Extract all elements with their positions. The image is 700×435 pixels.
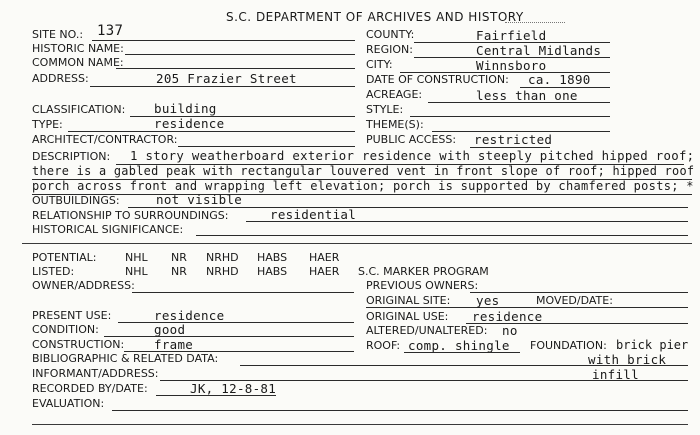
owner-address-label: OWNER/ADDRESS: — [32, 279, 135, 292]
potential-code-habs: HABS — [257, 251, 288, 264]
marker-program-label: S.C. MARKER PROGRAM — [358, 265, 489, 278]
acreage-line — [428, 102, 610, 103]
address-line — [90, 86, 355, 87]
altered-unaltered-value: no — [502, 323, 518, 338]
recorded-by-line — [156, 395, 276, 396]
previous-owners-label: PREVIOUS OWNERS: — [366, 279, 479, 292]
themes-label: THEME(S): — [366, 118, 424, 131]
county-value: Fairfield — [476, 28, 547, 43]
listed-code-habs: HABS — [257, 265, 288, 278]
date-of-construction-value: ca. 1890 — [528, 72, 591, 87]
site-no-value: 137 — [97, 23, 124, 39]
previous-owners-line-2 — [366, 307, 688, 308]
historic-name-label: HISTORIC NAME: — [32, 42, 124, 55]
original-use-value: residence — [472, 309, 543, 324]
architect-label: ARCHITECT/CONTRACTOR: — [32, 133, 178, 146]
bibliographic-label: BIBLIOGRAPHIC & RELATED DATA: — [32, 352, 219, 365]
historical-significance-label: HISTORICAL SIGNIFICANCE: — [32, 223, 184, 236]
listed-code-nrhd: NRHD — [206, 265, 239, 278]
listed-code-nhl: NHL — [125, 265, 148, 278]
condition-line — [104, 336, 354, 337]
common-name-line — [116, 68, 355, 69]
region-value: Central Midlands — [476, 43, 602, 58]
original-site-value: yes — [476, 293, 500, 308]
classification-value: building — [154, 101, 217, 116]
roof-value: comp. shingle — [408, 338, 510, 353]
potential-label: POTENTIAL: — [32, 251, 97, 264]
foundation-value-3: infill — [592, 367, 639, 382]
public-access-label: PUBLIC ACCESS: — [366, 133, 457, 146]
relationship-line — [246, 221, 688, 222]
description-line-3: porch across front and wrapping left elevation; porch is supported by chamfered posts; * — [32, 178, 694, 193]
bibliographic-line — [240, 365, 688, 366]
outbuildings-value: not visible — [156, 192, 243, 207]
roof-label: ROOF: — [366, 339, 401, 352]
foundation-value-1: brick pier — [616, 338, 689, 352]
listed-label: LISTED: — [32, 265, 75, 278]
recorded-by-label: RECORDED BY/DATE: — [32, 382, 148, 395]
county-label: COUNTY: — [366, 28, 415, 41]
original-use-label: ORIGINAL USE: — [366, 310, 449, 323]
potential-code-nhl: NHL — [125, 251, 148, 264]
evaluation-label: EVALUATION: — [32, 397, 105, 410]
description-line-1: 1 story weatherboard exterior residence with steeply pitched hipped roof; — [130, 148, 695, 163]
listed-code-nr: NR — [171, 265, 187, 278]
potential-code-nr: NR — [171, 251, 187, 264]
foundation-label: FOUNDATION: — [530, 339, 607, 352]
address-label: ADDRESS: — [32, 72, 89, 85]
common-name-label: COMMON NAME: — [32, 56, 124, 69]
owner-address-line — [132, 292, 354, 293]
relationship-value: residential — [270, 207, 357, 222]
foundation-value-2: with brick — [588, 352, 667, 367]
historic-name-line — [125, 54, 355, 55]
description-line-2: there is a gabled peak with rectangular louvered vent in front slope of roof; hipped roof — [32, 163, 695, 178]
evaluation-line — [112, 410, 688, 411]
site-no-label: SITE NO.: — [32, 28, 84, 41]
type-line — [68, 131, 355, 132]
potential-code-haer: HAER — [309, 251, 340, 264]
historical-significance-line — [196, 235, 688, 236]
acreage-value: less than one — [476, 88, 578, 103]
altered-unaltered-label: ALTERED/UNALTERED: — [366, 324, 488, 337]
date-of-construction-label: DATE OF CONSTRUCTION: — [366, 73, 509, 86]
relationship-label: RELATIONSHIP TO SURROUNDINGS: — [32, 209, 229, 222]
section-separator — [22, 243, 692, 244]
architect-line — [178, 146, 355, 147]
classification-label: CLASSIFICATION: — [32, 103, 126, 116]
outbuildings-line — [128, 207, 688, 208]
public-access-value: restricted — [474, 132, 553, 147]
original-site-label: ORIGINAL SITE: — [366, 294, 451, 307]
site-no-line — [92, 40, 355, 41]
description-label: DESCRIPTION: — [32, 150, 111, 163]
moved-date-label: MOVED/DATE: — [536, 294, 613, 307]
present-use-label: PRESENT USE: — [32, 309, 112, 322]
construction-value: frame — [154, 337, 194, 352]
city-value: Winnsboro — [476, 58, 547, 73]
roof-line — [404, 352, 520, 353]
address-value: 205 Frazier Street — [156, 71, 297, 86]
potential-code-nrhd: NRHD — [206, 251, 239, 264]
outbuildings-label: OUTBUILDINGS: — [32, 194, 120, 207]
condition-value: good — [154, 322, 186, 337]
condition-label: CONDITION: — [32, 323, 99, 336]
informant-address-label: INFORMANT/ADDRESS: — [32, 367, 159, 380]
region-label: REGION: — [366, 43, 413, 56]
type-label: TYPE: — [32, 118, 63, 131]
acreage-label: ACREAGE: — [366, 88, 423, 101]
description-underline-3 — [32, 194, 692, 195]
style-label: STYLE: — [366, 103, 404, 116]
present-use-value: residence — [154, 308, 225, 323]
type-value: residence — [154, 116, 225, 131]
construction-label: CONSTRUCTION: — [32, 338, 125, 351]
previous-owners-line — [470, 292, 688, 293]
recorded-by-value: JK, 12-8-81 — [190, 381, 277, 396]
form-title: S.C. DEPARTMENT OF ARCHIVES AND HISTORY — [226, 10, 524, 24]
style-line — [410, 116, 610, 117]
listed-code-haer: HAER — [309, 265, 340, 278]
original-use-line — [466, 323, 688, 324]
title-dotted-line — [505, 22, 565, 23]
bottom-rule — [32, 424, 688, 425]
city-label: CITY: — [366, 58, 393, 71]
